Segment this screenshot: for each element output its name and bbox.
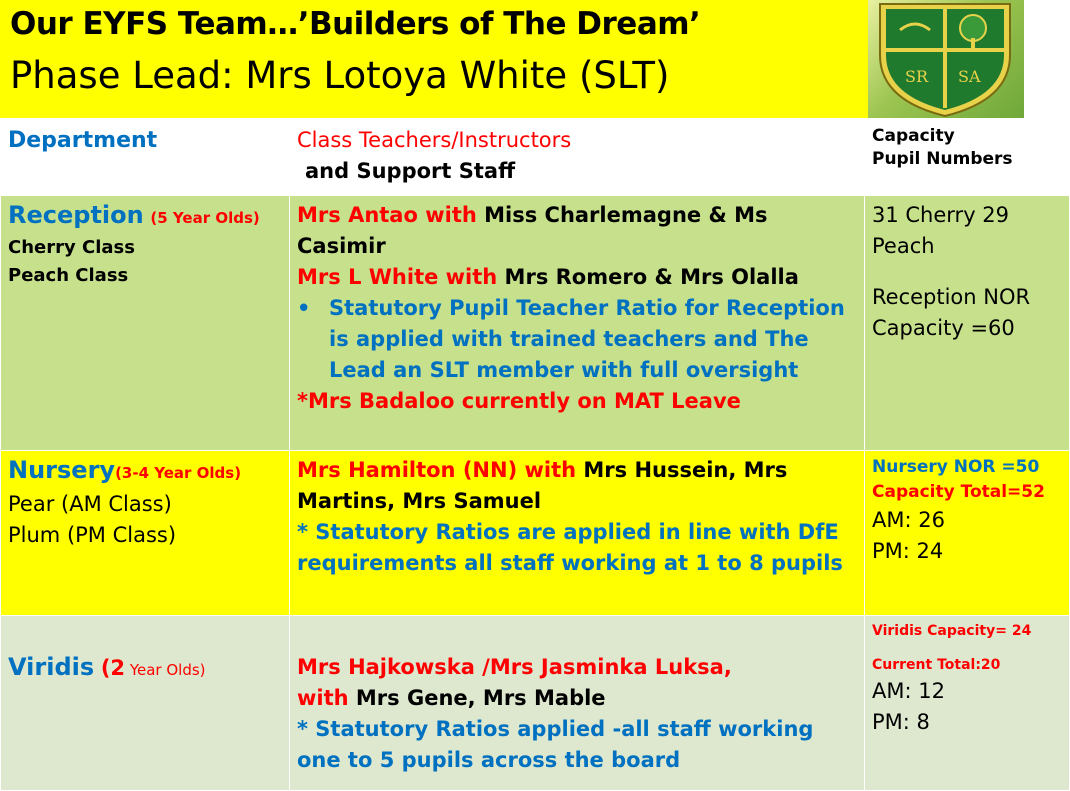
header-department: Department <box>8 128 158 153</box>
viridis-support: Mrs Gene, Mrs Mable <box>348 686 606 710</box>
nursery-ratio-note: * Statutory Ratios are applied in line with DfE requirements all staff working at 1 to 8 pupils <box>297 520 843 575</box>
nursery-capacity-cell <box>865 451 1070 616</box>
reception-teacher2-lead: Mrs L White with <box>297 265 498 289</box>
header-capacity-line1: Capacity <box>872 126 955 146</box>
header-staff-cell <box>290 119 865 196</box>
reception-class1: Cherry Class <box>8 237 135 258</box>
viridis-current-total: Current Total:20 <box>872 657 1001 673</box>
nursery-nor: Nursery NOR =50 <box>872 457 1040 477</box>
header-staff-line2: and Support Staff <box>305 159 516 183</box>
table-header-row <box>1 119 1070 196</box>
reception-department-cell <box>1 196 290 451</box>
bullet-icon: • <box>297 296 311 320</box>
page-title: Our EYFS Team…’Builders of The Dream’ <box>10 6 701 42</box>
nursery-department-cell <box>1 451 290 616</box>
viridis-age-number: (2 <box>100 656 126 680</box>
reception-teacher1-lead: Mrs Antao with <box>297 203 477 227</box>
reception-teacher2-support: Mrs Romero & Mrs Olalla <box>497 265 799 289</box>
nursery-capacity-total: Capacity Total=52 <box>872 482 1045 502</box>
header-capacity-cell <box>865 119 1070 196</box>
viridis-capacity: Viridis Capacity= 24 <box>872 623 1032 639</box>
reception-age: (5 Year Olds) <box>150 209 260 227</box>
school-crest-icon <box>870 0 1020 118</box>
viridis-label: Viridis <box>8 653 95 681</box>
nursery-label: Nursery <box>8 456 116 484</box>
nursery-class1: Pear (AM Class) <box>8 492 172 516</box>
nursery-age: (3-4 Year Olds) <box>115 464 242 482</box>
reception-leave-note: *Mrs Badaloo currently on MAT Leave <box>297 389 741 413</box>
table-row-reception <box>1 196 1070 451</box>
viridis-age-text: Year Olds) <box>125 661 206 679</box>
reception-ratio-bullet <box>297 293 857 386</box>
crest-letters-left: SR <box>905 67 929 86</box>
team-table <box>0 118 1070 791</box>
crest-letters-right: SA <box>958 67 981 86</box>
viridis-with: with <box>297 686 349 710</box>
header-capacity-line2: Pupil Numbers <box>872 149 1013 169</box>
reception-ratio-text: Statutory Pupil Teacher Ratio for Reception is applied with trained teachers and The Lead an SLT member with full oversight <box>329 296 845 382</box>
viridis-lead: Mrs Hajkowska /Mrs Jasminka Luksa, <box>297 655 732 679</box>
reception-capacity-cell <box>865 196 1070 451</box>
nursery-pm: PM: 24 <box>872 539 944 563</box>
viridis-capacity-cell <box>865 616 1070 791</box>
header-department-cell <box>1 119 290 196</box>
page-subtitle: Phase Lead: Mrs Lotoya White (SLT) <box>10 54 670 97</box>
viridis-staff-cell <box>290 616 865 791</box>
nursery-lead: Mrs Hamilton (NN) with <box>297 458 577 482</box>
reception-teacher1-support: Miss Charlemagne & Ms Casimir <box>297 203 768 258</box>
reception-class2: Peach Class <box>8 265 129 286</box>
reception-staff-cell <box>290 196 865 451</box>
reception-label: Reception <box>8 201 144 229</box>
table-row-viridis <box>1 616 1070 791</box>
viridis-ratio-note: * Statutory Ratios applied -all staff working one to 5 pupils across the board <box>297 717 814 772</box>
header-staff-line1: Class Teachers/Instructors <box>297 128 572 152</box>
viridis-pm: PM: 8 <box>872 710 930 734</box>
viridis-department-cell <box>1 616 290 791</box>
nursery-am: AM: 26 <box>872 508 945 532</box>
viridis-am: AM: 12 <box>872 679 945 703</box>
nursery-staff-cell <box>290 451 865 616</box>
nursery-class2: Plum (PM Class) <box>8 523 177 547</box>
nursery-support: Mrs Hussein, Mrs Martins, Mrs Samuel <box>297 458 788 513</box>
reception-capacity-classes: 31 Cherry 29 Peach <box>872 203 1010 258</box>
table-row-nursery <box>1 451 1070 616</box>
reception-capacity-total: Reception NOR Capacity =60 <box>872 285 1031 340</box>
